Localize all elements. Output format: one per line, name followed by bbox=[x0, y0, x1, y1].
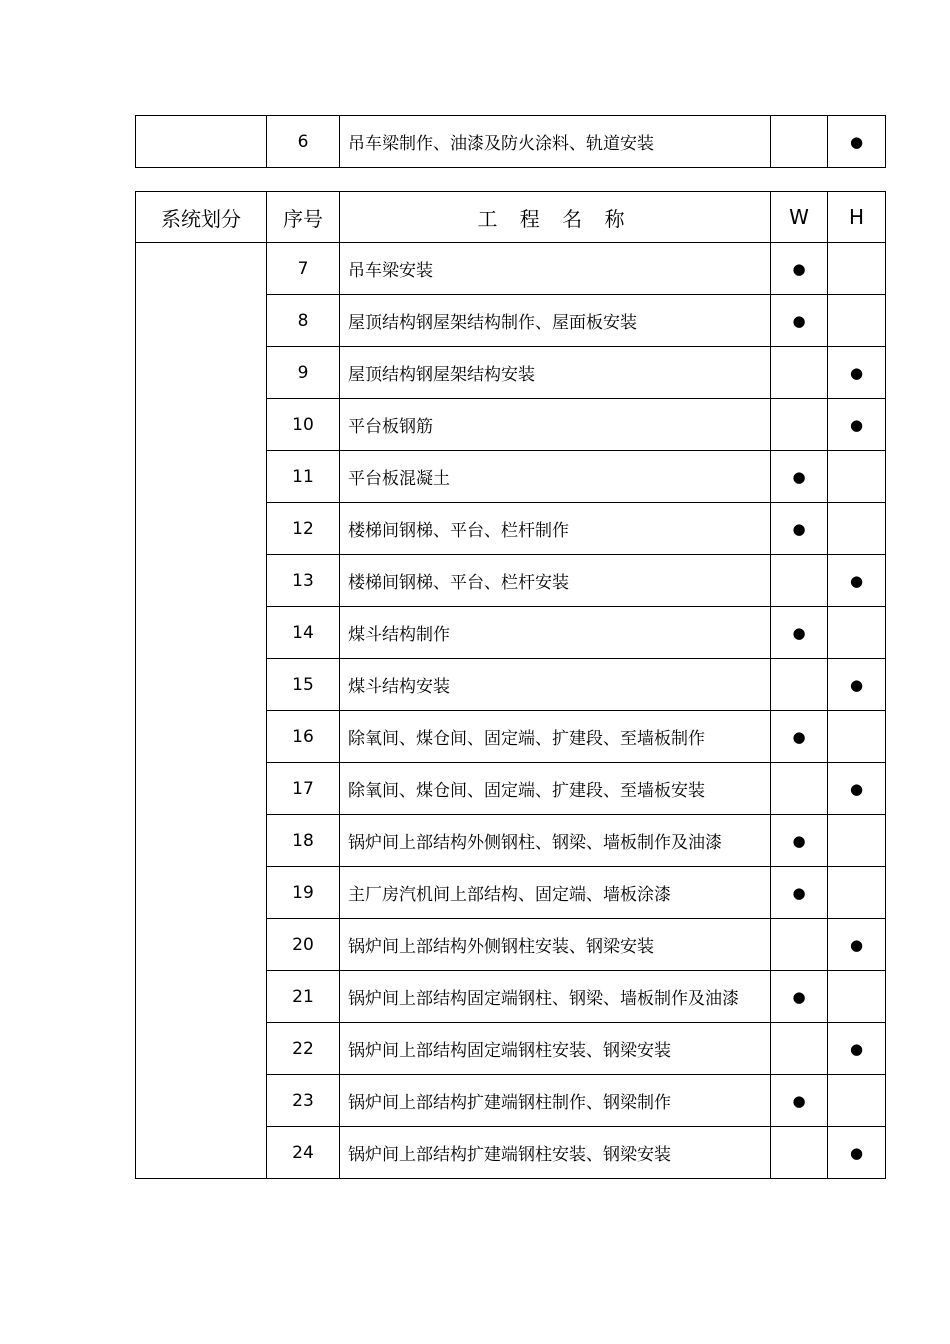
w-mark bbox=[771, 555, 828, 607]
w-mark: ● bbox=[771, 867, 828, 919]
w-mark bbox=[771, 116, 828, 168]
h-mark: ● bbox=[828, 659, 886, 711]
h-mark bbox=[828, 295, 886, 347]
seq-number: 7 bbox=[267, 243, 340, 295]
h-mark bbox=[828, 971, 886, 1023]
w-mark: ● bbox=[771, 243, 828, 295]
w-mark bbox=[771, 399, 828, 451]
project-name: 锅炉间上部结构固定端钢柱安装、钢梁安装 bbox=[340, 1023, 771, 1075]
seq-number: 23 bbox=[267, 1075, 340, 1127]
project-name: 平台板钢筋 bbox=[340, 399, 771, 451]
h-mark: ● bbox=[828, 347, 886, 399]
system-cell bbox=[136, 243, 267, 1179]
header-system: 系统划分 bbox=[136, 192, 267, 243]
w-mark: ● bbox=[771, 971, 828, 1023]
project-name: 锅炉间上部结构固定端钢柱、钢梁、墙板制作及油漆 bbox=[340, 971, 771, 1023]
h-mark bbox=[828, 1075, 886, 1127]
seq-number: 8 bbox=[267, 295, 340, 347]
h-mark bbox=[828, 503, 886, 555]
continued-table bbox=[135, 115, 886, 168]
w-mark bbox=[771, 763, 828, 815]
w-mark: ● bbox=[771, 815, 828, 867]
header-row bbox=[136, 192, 886, 243]
project-name: 屋顶结构钢屋架结构制作、屋面板安装 bbox=[340, 295, 771, 347]
header-h: H bbox=[828, 192, 886, 243]
project-name: 吊车梁安装 bbox=[340, 243, 771, 295]
seq-number: 12 bbox=[267, 503, 340, 555]
project-table bbox=[135, 191, 886, 1179]
h-mark: ● bbox=[828, 555, 886, 607]
seq-number: 16 bbox=[267, 711, 340, 763]
h-mark: ● bbox=[828, 399, 886, 451]
table-row bbox=[136, 116, 886, 168]
seq-number: 9 bbox=[267, 347, 340, 399]
seq-number: 11 bbox=[267, 451, 340, 503]
h-mark: ● bbox=[828, 919, 886, 971]
w-mark bbox=[771, 1127, 828, 1179]
w-mark: ● bbox=[771, 607, 828, 659]
project-name: 锅炉间上部结构外侧钢柱安装、钢梁安装 bbox=[340, 919, 771, 971]
h-mark bbox=[828, 815, 886, 867]
header-seq: 序号 bbox=[267, 192, 340, 243]
table-row bbox=[136, 243, 886, 295]
w-mark: ● bbox=[771, 1075, 828, 1127]
seq-number: 13 bbox=[267, 555, 340, 607]
w-mark bbox=[771, 1023, 828, 1075]
project-name: 屋顶结构钢屋架结构安装 bbox=[340, 347, 771, 399]
h-mark bbox=[828, 243, 886, 295]
project-name: 锅炉间上部结构扩建端钢柱安装、钢梁安装 bbox=[340, 1127, 771, 1179]
project-name: 楼梯间钢梯、平台、栏杆制作 bbox=[340, 503, 771, 555]
seq-number: 19 bbox=[267, 867, 340, 919]
system-cell bbox=[136, 116, 267, 168]
seq-number: 6 bbox=[267, 116, 340, 168]
seq-number: 18 bbox=[267, 815, 340, 867]
w-mark bbox=[771, 659, 828, 711]
seq-number: 20 bbox=[267, 919, 340, 971]
seq-number: 17 bbox=[267, 763, 340, 815]
h-mark: ● bbox=[828, 1127, 886, 1179]
h-mark bbox=[828, 451, 886, 503]
project-name: 除氧间、煤仓间、固定端、扩建段、至墙板安装 bbox=[340, 763, 771, 815]
h-mark: ● bbox=[828, 116, 886, 168]
table-body bbox=[136, 243, 886, 1179]
seq-number: 21 bbox=[267, 971, 340, 1023]
project-name: 平台板混凝土 bbox=[340, 451, 771, 503]
w-mark: ● bbox=[771, 295, 828, 347]
seq-number: 15 bbox=[267, 659, 340, 711]
project-name: 锅炉间上部结构扩建端钢柱制作、钢梁制作 bbox=[340, 1075, 771, 1127]
seq-number: 24 bbox=[267, 1127, 340, 1179]
project-name: 主厂房汽机间上部结构、固定端、墙板涂漆 bbox=[340, 867, 771, 919]
project-name: 煤斗结构安装 bbox=[340, 659, 771, 711]
project-name: 锅炉间上部结构外侧钢柱、钢梁、墙板制作及油漆 bbox=[340, 815, 771, 867]
project-name: 煤斗结构制作 bbox=[340, 607, 771, 659]
h-mark bbox=[828, 607, 886, 659]
w-mark: ● bbox=[771, 503, 828, 555]
header-w: W bbox=[771, 192, 828, 243]
h-mark: ● bbox=[828, 763, 886, 815]
h-mark: ● bbox=[828, 1023, 886, 1075]
w-mark: ● bbox=[771, 711, 828, 763]
seq-number: 22 bbox=[267, 1023, 340, 1075]
w-mark bbox=[771, 919, 828, 971]
project-name: 楼梯间钢梯、平台、栏杆安装 bbox=[340, 555, 771, 607]
header-project-name: 工 程 名 称 bbox=[340, 192, 771, 243]
seq-number: 14 bbox=[267, 607, 340, 659]
project-name: 除氧间、煤仓间、固定端、扩建段、至墙板制作 bbox=[340, 711, 771, 763]
project-name: 吊车梁制作、油漆及防火涂料、轨道安装 bbox=[340, 116, 771, 168]
h-mark bbox=[828, 711, 886, 763]
w-mark: ● bbox=[771, 451, 828, 503]
h-mark bbox=[828, 867, 886, 919]
w-mark bbox=[771, 347, 828, 399]
seq-number: 10 bbox=[267, 399, 340, 451]
